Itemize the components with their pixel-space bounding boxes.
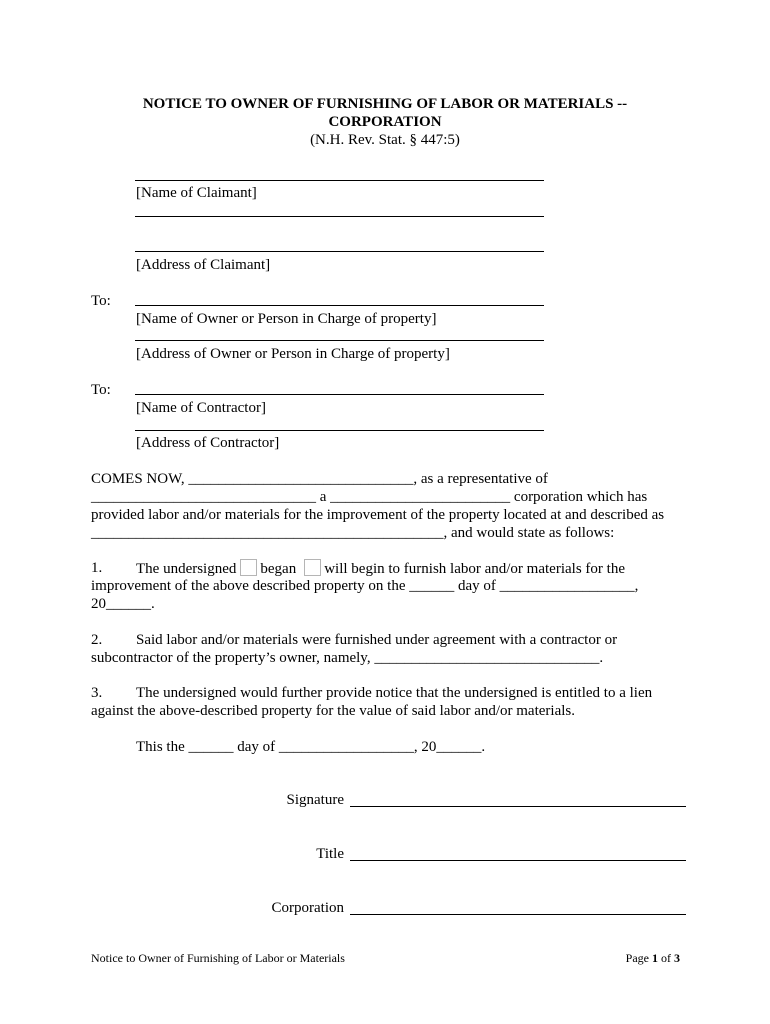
signature-label: Signature	[286, 792, 344, 808]
began-option-label: began	[260, 561, 297, 577]
item1-text: The undersigned	[136, 561, 237, 577]
intro-line-2: ______________________________ a ________________________ corporation which has	[91, 489, 648, 505]
item2-line-2: subcontractor of the property’s owner, namely, ______________________________.	[91, 650, 604, 666]
owner-name-label: [Name of Owner or Person in Charge of property]	[136, 311, 437, 327]
signature-line[interactable]	[350, 806, 686, 807]
item2-number: 2.	[91, 632, 103, 648]
intro-line-1: COMES NOW, ______________________________, as a representative of	[91, 471, 548, 487]
intro-line-3: provided labor and/or materials for the improvement of the property located at and described as	[91, 507, 665, 523]
item3-line-2: against the above-described property for the value of said labor and/or materials.	[91, 703, 575, 719]
title-label: Title	[316, 846, 344, 862]
footer-document-name: Notice to Owner of Furnishing of Labor or Materials	[91, 951, 345, 965]
claimant-address-line[interactable]	[135, 251, 544, 252]
title-line[interactable]	[350, 860, 686, 861]
page-current: 1	[652, 951, 658, 965]
item1-line-2: improvement of the above described property on the ______ day of __________________,	[91, 578, 639, 594]
document-title-line1: NOTICE TO OWNER OF FURNISHING OF LABOR OR MATERIALS --	[142, 96, 628, 112]
intro-line-4: _______________________________________________, and would state as follows:	[91, 525, 615, 541]
item1-line-3: 20______.	[91, 596, 155, 612]
owner-to-label: To:	[91, 293, 111, 309]
item3-number: 3.	[91, 685, 103, 701]
will-begin-option-label: will begin to furnish labor and/or materials for the	[324, 561, 625, 577]
owner-name-line[interactable]	[135, 305, 544, 306]
claimant-name-line[interactable]	[135, 180, 544, 181]
began-checkbox[interactable]	[240, 559, 257, 576]
page-total: 3	[674, 951, 680, 965]
dated-line: This the ______ day of __________________, 20______.	[136, 739, 486, 755]
owner-address-line[interactable]	[135, 340, 544, 341]
claimant-name-line-2[interactable]	[135, 216, 544, 217]
will-begin-checkbox[interactable]	[304, 559, 321, 576]
document-title-line2: CORPORATION	[328, 114, 442, 130]
contractor-name-line[interactable]	[135, 394, 544, 395]
contractor-name-label: [Name of Contractor]	[136, 400, 266, 416]
page-of: of	[661, 951, 671, 965]
corporation-label: Corporation	[271, 900, 344, 916]
contractor-to-label: To:	[91, 382, 111, 398]
footer-page-number	[560, 949, 680, 967]
page-prefix: Page	[625, 951, 649, 965]
corporation-line[interactable]	[350, 914, 686, 915]
statute-reference: (N.H. Rev. Stat. § 447:5)	[310, 132, 460, 148]
contractor-address-label: [Address of Contractor]	[136, 435, 280, 451]
claimant-name-label: [Name of Claimant]	[136, 185, 257, 201]
item1-number: 1.	[91, 560, 103, 576]
owner-address-label: [Address of Owner or Person in Charge of property]	[136, 346, 450, 362]
item3-line-1: The undersigned would further provide notice that the undersigned is entitled to a lien	[136, 685, 653, 701]
item1-line-1	[136, 559, 625, 578]
claimant-address-label: [Address of Claimant]	[136, 257, 271, 273]
contractor-address-line[interactable]	[135, 430, 544, 431]
item2-line-1: Said labor and/or materials were furnished under agreement with a contractor or	[136, 632, 618, 648]
